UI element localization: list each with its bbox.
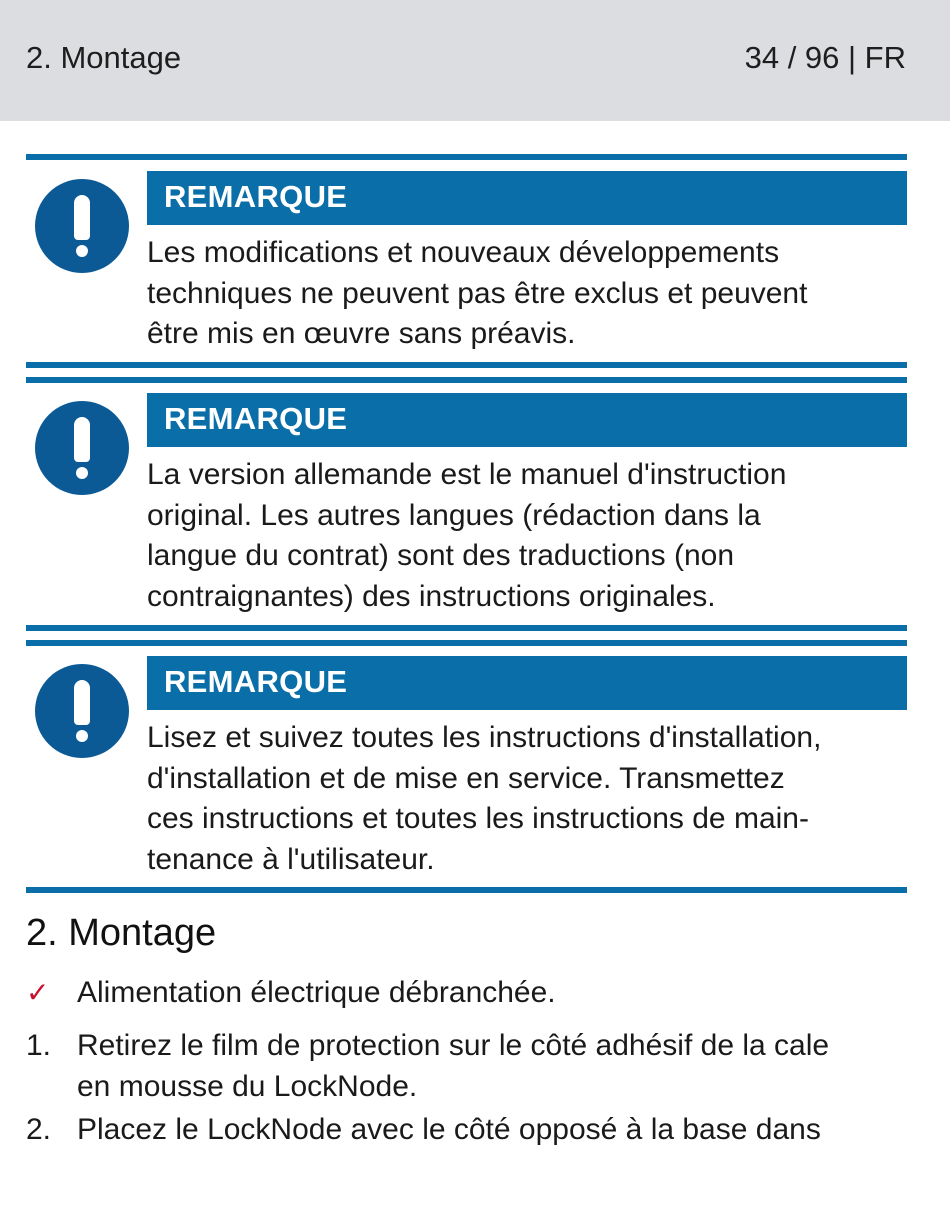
notice-line: original. Les autres langues (rédaction dans la [147,498,761,532]
notice-line: langue du contrat) sont des traductions (non [147,539,735,572]
section-heading: 2. Montage [26,912,217,954]
step-line: Placez le LockNode avec le côté opposé à la base dans [77,1113,821,1146]
step-number: 1. [26,1029,52,1062]
page-header [0,0,950,121]
notice-rule-top [26,640,907,646]
header-section-title: 2. Montage [26,40,182,75]
notice-line: d'installation et de mise en service. Transmettez [147,761,785,795]
notice-title: REMARQUE [147,393,907,447]
notice-line: ces instructions et toutes les instructions de main- [147,802,809,835]
prerequisite-text: Alimentation électrique débranchée. [77,976,556,1009]
notice-rule-bottom [26,887,907,893]
notice-rule-top [26,154,907,160]
step-line: Retirez le film de protection sur le côté adhésif de la cale [77,1029,830,1062]
notice-rule-top [26,377,907,383]
notice-line: Lisez et suivez toutes les instructions d'installation, [147,721,822,754]
notice-title: REMARQUE [147,656,907,710]
checkmark-icon: ✓ [26,977,50,1008]
step-line: en mousse du LockNode. [77,1070,418,1103]
notice-line: La version allemande est le manuel d'instruction [147,458,787,491]
notice-title: REMARQUE [147,171,907,225]
notice-rule-bottom [26,362,907,368]
header-page-info: 34 / 96 | FR [744,40,906,75]
step-number: 2. [26,1113,52,1146]
exclamation-icon [35,664,129,758]
prerequisite-item [26,972,926,1013]
step-item [26,1025,926,1107]
notice-line: Les modifications et nouveaux développements [147,236,780,269]
step-item [26,1109,926,1150]
notice-body [147,718,907,880]
step-text [77,1025,927,1107]
notice-line: être mis en œuvre sans préavis. [147,317,576,350]
step-text [77,1109,927,1150]
notice-body [147,455,907,617]
notice-line: techniques ne peuvent pas être exclus et peuvent [147,276,808,310]
notice-rule-bottom [26,625,907,631]
notice-line: contraignantes) des instructions originales. [147,579,716,613]
exclamation-icon [35,401,129,495]
notice-line: tenance à l'utilisateur. [147,842,435,876]
exclamation-icon [35,179,129,273]
notice-body [147,233,907,355]
